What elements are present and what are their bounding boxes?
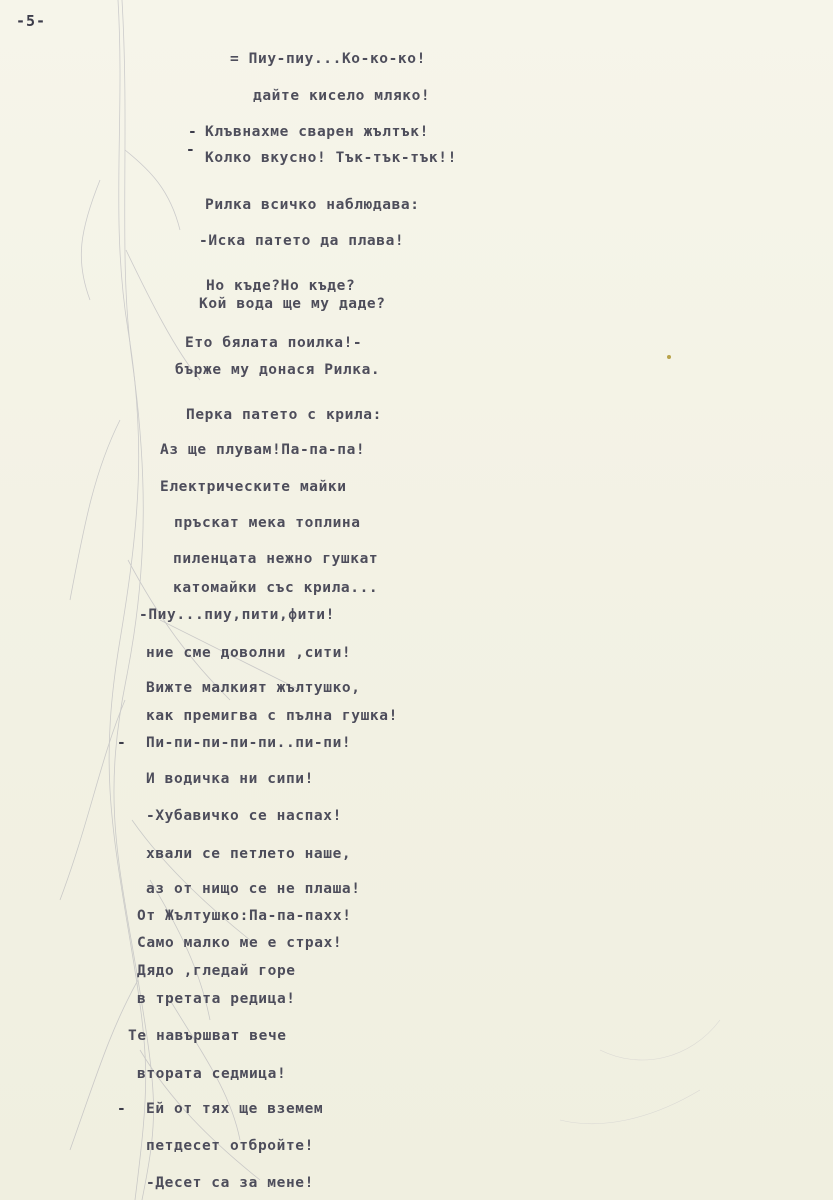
- verse-line: Кой вода ще му даде?: [199, 296, 386, 312]
- verse-line: От Жълтушко:Па-па-пахх!: [137, 908, 352, 924]
- verse-line: пиленцата нежно гушкат: [173, 551, 379, 567]
- verse-line: Електрическите майки: [160, 479, 347, 495]
- verse-line: дайте кисело мляко!: [253, 88, 431, 104]
- margin-mark-4: -: [117, 1101, 126, 1117]
- verse-line: Само малко ме е страх!: [137, 935, 343, 951]
- margin-mark-3: -: [117, 735, 126, 751]
- verse-line: хвали се петлето наше,: [146, 846, 352, 862]
- verse-line: катомайки със крила...: [173, 580, 379, 596]
- verse-line: Вижте малкият жълтушко,: [146, 680, 361, 696]
- verse-line: как премигва с пълна гушка!: [146, 708, 398, 724]
- verse-line: в третата редица!: [137, 991, 296, 1007]
- verse-line: втората седмица!: [137, 1066, 287, 1082]
- verse-line: -Пиу...пиу,пити,фити!: [139, 607, 335, 623]
- verse-line: Аз ще плувам!Па-па-па!: [160, 442, 366, 458]
- verse-line: пръскат мека топлина: [174, 515, 361, 531]
- verse-line: бърже му донася Рилка.: [175, 362, 381, 378]
- verse-line: -Хубавичко се наспах!: [146, 808, 342, 824]
- verse-line: Ей от тях ще вземем: [146, 1101, 324, 1117]
- verse-line: И водичка ни сипи!: [146, 771, 314, 787]
- verse-line: Перка патето с крила:: [186, 407, 382, 423]
- margin-mark-2: -: [186, 142, 195, 158]
- margin-mark-1: -: [188, 124, 197, 140]
- verse-line: = Пиу-пиу...Ко-ко-ко!: [230, 51, 426, 67]
- verse-line: Дядо ,гледай горе: [137, 963, 296, 979]
- verse-line: ние сме доволни ,сити!: [146, 645, 352, 661]
- page-number: -5-: [16, 12, 47, 30]
- verse-line: Те навършват вече: [128, 1028, 287, 1044]
- verse-line: петдесет отбройте!: [146, 1138, 314, 1154]
- verse-line: Ето бялата поилка!-: [185, 335, 363, 351]
- verse-line: Пи-пи-пи-пи-пи..пи-пи!: [146, 735, 352, 751]
- verse-line: Рилка всичко наблюдава:: [205, 197, 420, 213]
- verse-line: Колко вкусно! Тък-тък-тък!!: [205, 150, 457, 166]
- verse-line: аз от нищо се не плаша!: [146, 881, 361, 897]
- verse-line: -Десет са за мене!: [146, 1175, 314, 1191]
- verse-line: Клъвнахме сварен жълтък!: [205, 124, 429, 140]
- verse-line: Но къде?Но къде?: [206, 278, 356, 294]
- paper-fleck: [667, 355, 671, 359]
- verse-line: -Иска патето да плава!: [199, 233, 405, 249]
